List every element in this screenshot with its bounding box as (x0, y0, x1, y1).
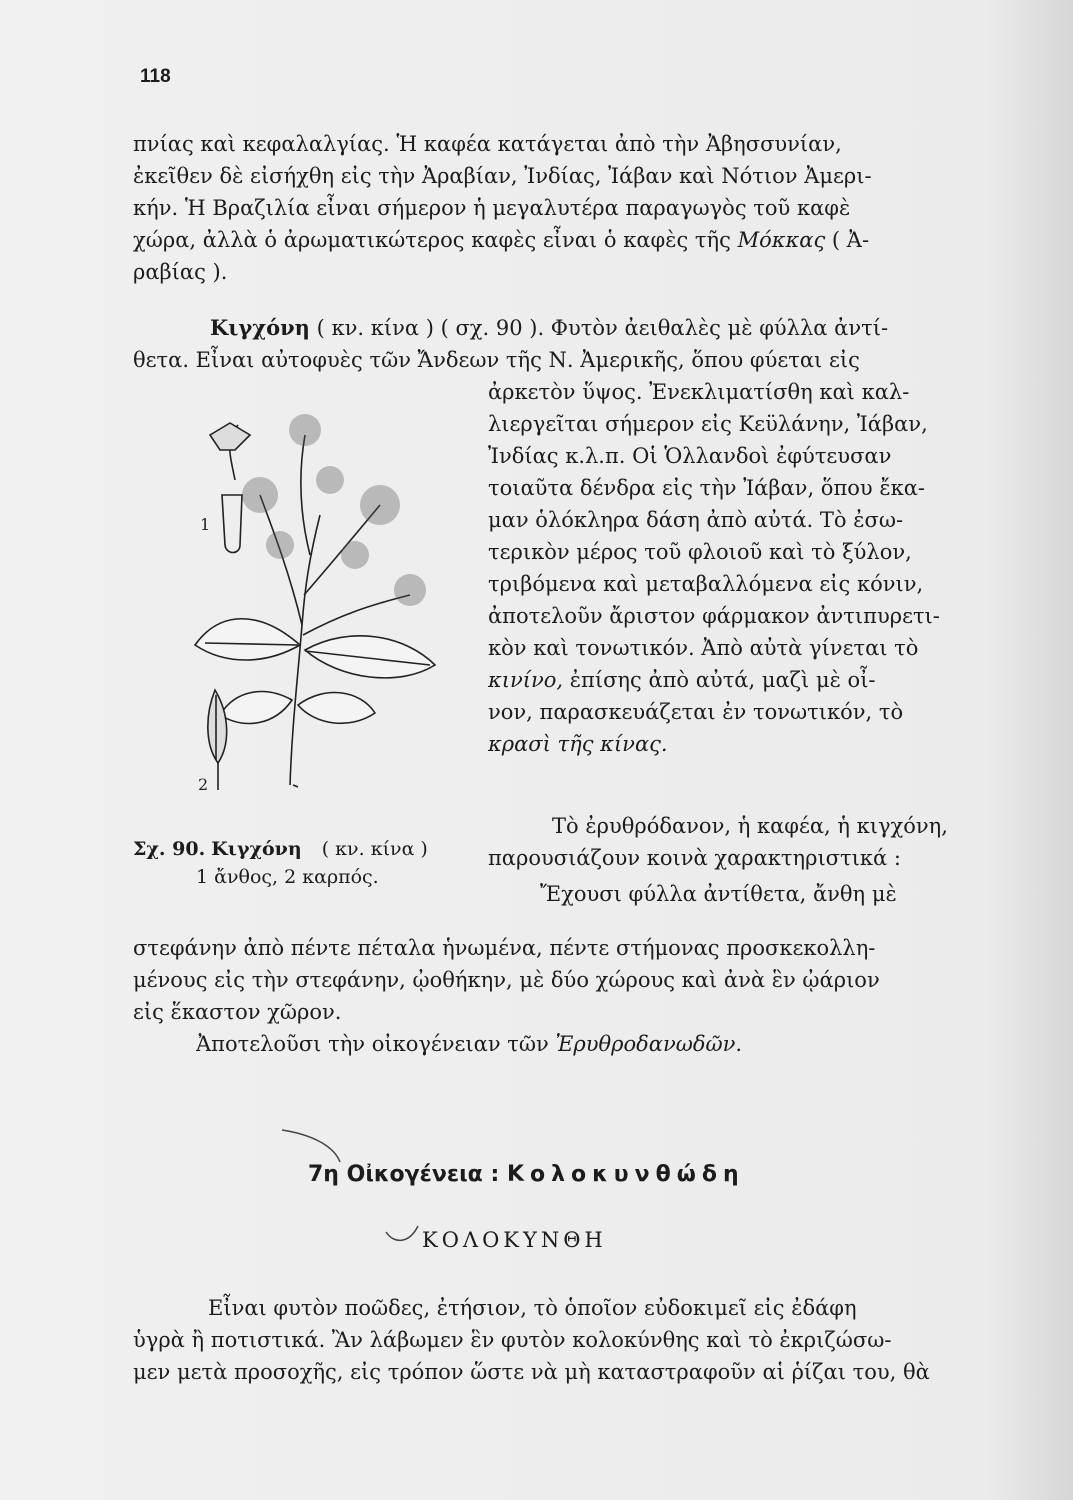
text-line (488, 728, 971, 760)
text-line: χώρα, ἀλλὰ ὁ ἀρωματικώτερος καφὲς εἶναι ὁ καφὲς τῆς Μόκκας ( Ἀ- (133, 228, 870, 252)
text-line: πνίας καὶ κεφαλαλγίας. Ἡ καφέα κατάγεται ἀπὸ τὴν Ἀβησσυνίαν, (133, 132, 842, 156)
text-line: τερικὸν μέρος τοῦ φλοιοῦ καὶ τὸ ξύλον, (488, 540, 912, 564)
family-name: Ἐρυθροδανωδῶν. (555, 1032, 743, 1056)
cinchona-illustration (180, 395, 480, 795)
kinino-word: κινίνο, (488, 668, 564, 692)
pencil-mark (384, 1222, 424, 1252)
text-line: εἰς ἕκαστον χῶρον. (133, 1000, 342, 1024)
text-line: λιεργεῖται σήμερον εἰς Κεϋλάνην, Ἰάβαν, (488, 412, 928, 436)
text-line: κὸν καὶ τονωτικόν. Ἀπὸ αὐτὰ γίνεται τὸ (488, 636, 919, 660)
text-line: Κιγχόνη ( κν. κίνα ) ( σχ. 90 ). Φυτὸν ἀειθαλὲς μὲ φύλλα ἀντί- (210, 315, 889, 340)
mokkas-word: Μόκκας (737, 228, 826, 252)
text-line: θετα. Εἶναι αὐτοφυὲς τῶν Ἄνδεων τῆς Ν. Ἀμερικῆς, ὅπου φύεται εἰς (133, 348, 860, 372)
kigxoni-heading: Κιγχόνη (210, 315, 310, 340)
text-line: μαν ὁλόκληρα δάση ἀπὸ αὐτά. Τὸ ἐσω- (488, 508, 904, 532)
text-line: Ἰνδίας κ.λ.π. Οἱ Ὁλλανδοὶ ἐφύτευσαν (488, 444, 892, 468)
text-line: ἐκεῖθεν δὲ εἰσήχθη εἰς τὴν Ἀραβίαν, Ἰνδίας, Ἰάβαν καὶ Νότιον Ἀμερι- (133, 164, 872, 188)
text-line: ὑγρὰ ἢ ποτιστικά. Ἂν λάβωμεν ἓν φυτὸν κολοκύνθης καὶ τὸ ἐκριζώσω- (133, 1328, 892, 1352)
text-line: ἀποτελοῦν ἄριστον φάρμακον ἀντιπυρετι- (488, 604, 940, 628)
text-line: μεν μετὰ προσοχῆς, εἰς τρόπον ὥστε νὰ μὴ καταστραφοῦν αἱ ῥίζαι του, θὰ (133, 1360, 930, 1384)
text-line: μένους εἰς τὴν στεφάνην, ᾠοθήκην, μὲ δύο χώρους καὶ ἀνὰ ἓν ᾠάριον (133, 968, 880, 992)
page-number: 118 (140, 66, 171, 87)
section-subtitle: ΚΟΛΟΚΥΝΘΗ (422, 1228, 607, 1252)
text-line: Εἶναι φυτὸν ποῶδες, ἐτήσιον, τὸ ὁποῖον εὐδοκιμεῖ εἰς ἐδάφη (208, 1296, 857, 1320)
figure-label-2: 2 (198, 775, 209, 794)
text-line: νον, παρασκευάζεται ἐν τονωτικόν, τὸ (488, 700, 904, 724)
text-line: Ἀποτελοῦσι τὴν οἰκογένειαν τῶν Ἐρυθροδανωδῶν. (196, 1032, 743, 1056)
section-heading: 7η Οἰκογένεια : Κολοκυνθώδη (308, 1162, 745, 1187)
figure-label-1: 1 (200, 515, 211, 534)
krasi-phrase: κρασὶ τῆς κίνας. (488, 732, 668, 756)
text-line: κήν. Ἡ Βραζιλία εἶναι σήμερον ἡ μεγαλυτέρα παραγωγὸς τοῦ καφὲ (133, 196, 851, 220)
text-line: κινίνο, ἐπίσης ἀπὸ αὐτά, μαζὶ μὲ οἶ- (488, 668, 876, 692)
figure-caption: Σχ. 90. Κιγχόνη ( κν. κίνα ) (133, 838, 428, 860)
text-line: τριβόμενα καὶ μεταβαλλόμενα εἰς κόνιν, (488, 572, 924, 596)
text-line: ραβίας ). (133, 260, 228, 284)
text-line: στεφάνην ἀπὸ πέντε πέταλα ἡνωμένα, πέντε στήμονας προσκεκολλη- (133, 936, 876, 960)
text-line: Τὸ ἐρυθρόδανον, ἡ καφέα, ἡ κιγχόνη, (552, 814, 948, 838)
text-line: παρουσιάζουν κοινὰ χαρακτηριστικά : (488, 846, 901, 870)
text-line: τοιαῦτα δένδρα εἰς τὴν Ἰάβαν, ὅπου ἔκα- (488, 476, 926, 500)
text-line: ἀρκετὸν ὕψος. Ἐνεκλιματίσθη καὶ καλ- (488, 380, 910, 404)
text-line: Ἔχουσι φύλλα ἀντίθετα, ἄνθη μὲ (540, 882, 897, 906)
figure-caption-sub: 1 ἄνθος, 2 καρπός. (196, 866, 379, 888)
